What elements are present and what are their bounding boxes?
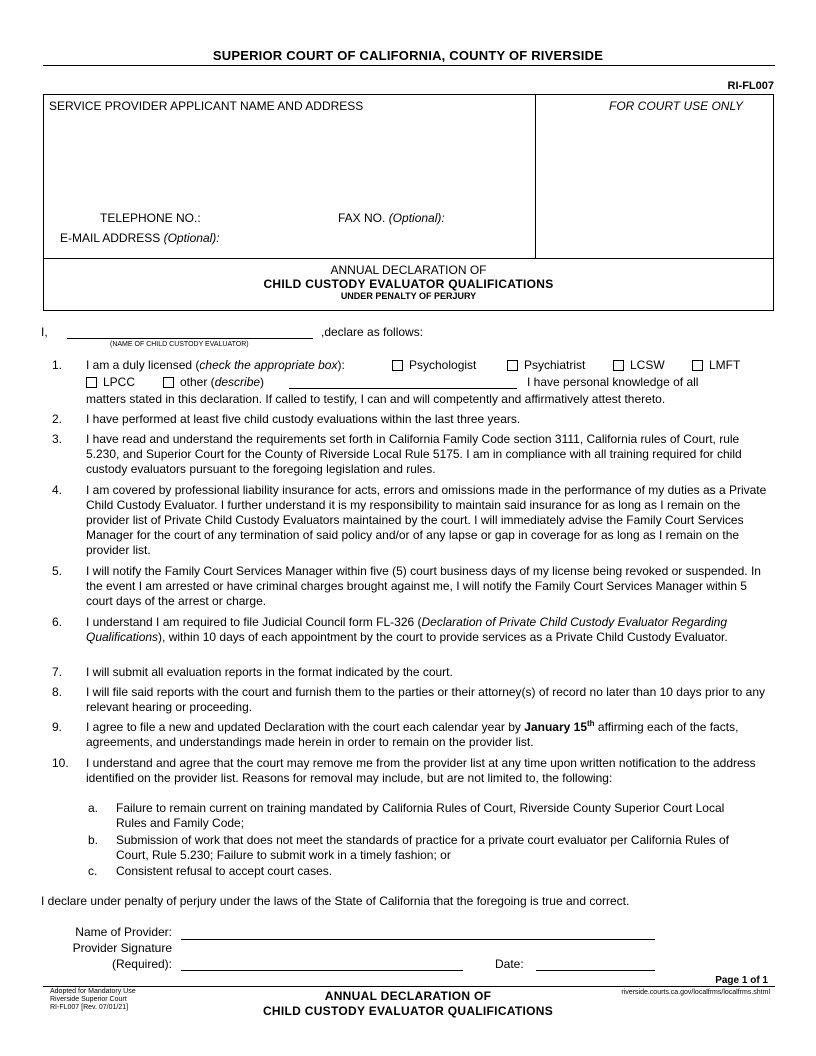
item-1-tail1: I have personal knowledge of all — [527, 375, 699, 389]
signature-required-label: (Required): — [111, 957, 172, 971]
date-field[interactable] — [536, 970, 655, 971]
item-10a-text: Failure to remain current on training mandated by California Rules of Court, Riverside County Superior Court Local Rules and Family Code; — [116, 801, 725, 830]
item-1-tail2: matters stated in this declaration. If called to testify, I can and will competently and affirmatively attest thereto. — [86, 392, 666, 406]
lmft-checkbox[interactable] — [692, 360, 703, 371]
item-10a-letter: a. — [88, 801, 99, 815]
footer-title: ANNUAL DECLARATION OF CHILD CUSTODY EVALUATOR QUALIFICATIONS — [262, 989, 554, 1018]
option-psychologist[interactable]: Psychologist — [392, 358, 476, 373]
page-number: Page 1 of 1 — [715, 975, 768, 986]
footer-divider — [43, 986, 775, 987]
lpcc-checkbox[interactable] — [86, 377, 97, 388]
provider-name-field[interactable] — [181, 939, 655, 940]
fax-label: FAX NO. (Optional): — [338, 211, 445, 225]
court-use-label: FOR COURT USE ONLY — [609, 99, 744, 113]
item-10c-text: Consistent refusal to accept court cases. — [116, 864, 333, 878]
other-describe-field[interactable] — [289, 388, 517, 389]
item-1-number: 1. — [52, 358, 63, 372]
option-lcsw[interactable]: LCSW — [613, 358, 665, 373]
adoption-info: Adopted for Mandatory Use Riverside Superior Court RI-FL007 [Rev. 07/01/21] — [50, 988, 136, 1011]
form-title-line3: UNDER PENALTY OF PERJURY — [340, 291, 477, 301]
form-number: RI-FL007 — [727, 80, 774, 92]
provider-signature-field[interactable] — [181, 970, 463, 971]
option-lpcc[interactable]: LPCC — [86, 375, 135, 390]
applicant-name-address-label: SERVICE PROVIDER APPLICANT NAME AND ADDRESS — [49, 99, 364, 113]
provider-name-label: Name of Provider: — [75, 925, 172, 939]
psychiatrist-checkbox[interactable] — [507, 360, 518, 371]
option-other[interactable]: other (describe) — [163, 375, 264, 390]
form-title-line1: ANNUAL DECLARATION OF — [330, 263, 487, 277]
court-forms-url: riverside.courts.ca.gov/localfrms/localfrms.shtml — [621, 989, 770, 996]
other-checkbox[interactable] — [163, 377, 174, 388]
psychologist-checkbox[interactable] — [392, 360, 403, 371]
option-lmft[interactable]: LMFT — [692, 358, 740, 373]
item-10b-letter: b. — [88, 833, 99, 847]
applicant-info-box — [43, 94, 774, 259]
item-10c-letter: c. — [88, 864, 98, 878]
lcsw-checkbox[interactable] — [613, 360, 624, 371]
intro-i: I, — [41, 325, 48, 339]
date-label: Date: — [495, 957, 524, 971]
intro-declare: ,declare as follows: — [321, 325, 424, 339]
email-label: E-MAIL ADDRESS (Optional): — [60, 231, 220, 245]
item-10b-text: Submission of work that does not meet the standards of practice for a private court evaluator per California Rules of Court, Rule 5.230; Failure to submit work in a timely fashion; or — [116, 833, 729, 862]
court-use-divider — [535, 95, 536, 258]
evaluator-name-field[interactable] — [67, 338, 313, 339]
perjury-declaration: I declare under penalty of perjury under the laws of the State of California that the foregoing is true and correct. — [41, 894, 630, 908]
item-1-lead: I am a duly licensed (check the appropriate box): — [86, 358, 345, 372]
evaluator-name-caption: (NAME OF CHILD CUSTODY EVALUATOR) — [110, 341, 249, 348]
court-name: SUPERIOR COURT OF CALIFORNIA, COUNTY OF RIVERSIDE — [212, 48, 604, 63]
header-divider — [43, 65, 775, 66]
option-psychiatrist[interactable]: Psychiatrist — [507, 358, 585, 373]
telephone-label: TELEPHONE NO.: — [100, 211, 201, 225]
form-title-box — [43, 258, 774, 311]
form-title-line2: CHILD CUSTODY EVALUATOR QUALIFICATIONS — [263, 277, 554, 291]
provider-signature-label: Provider Signature — [72, 941, 172, 955]
